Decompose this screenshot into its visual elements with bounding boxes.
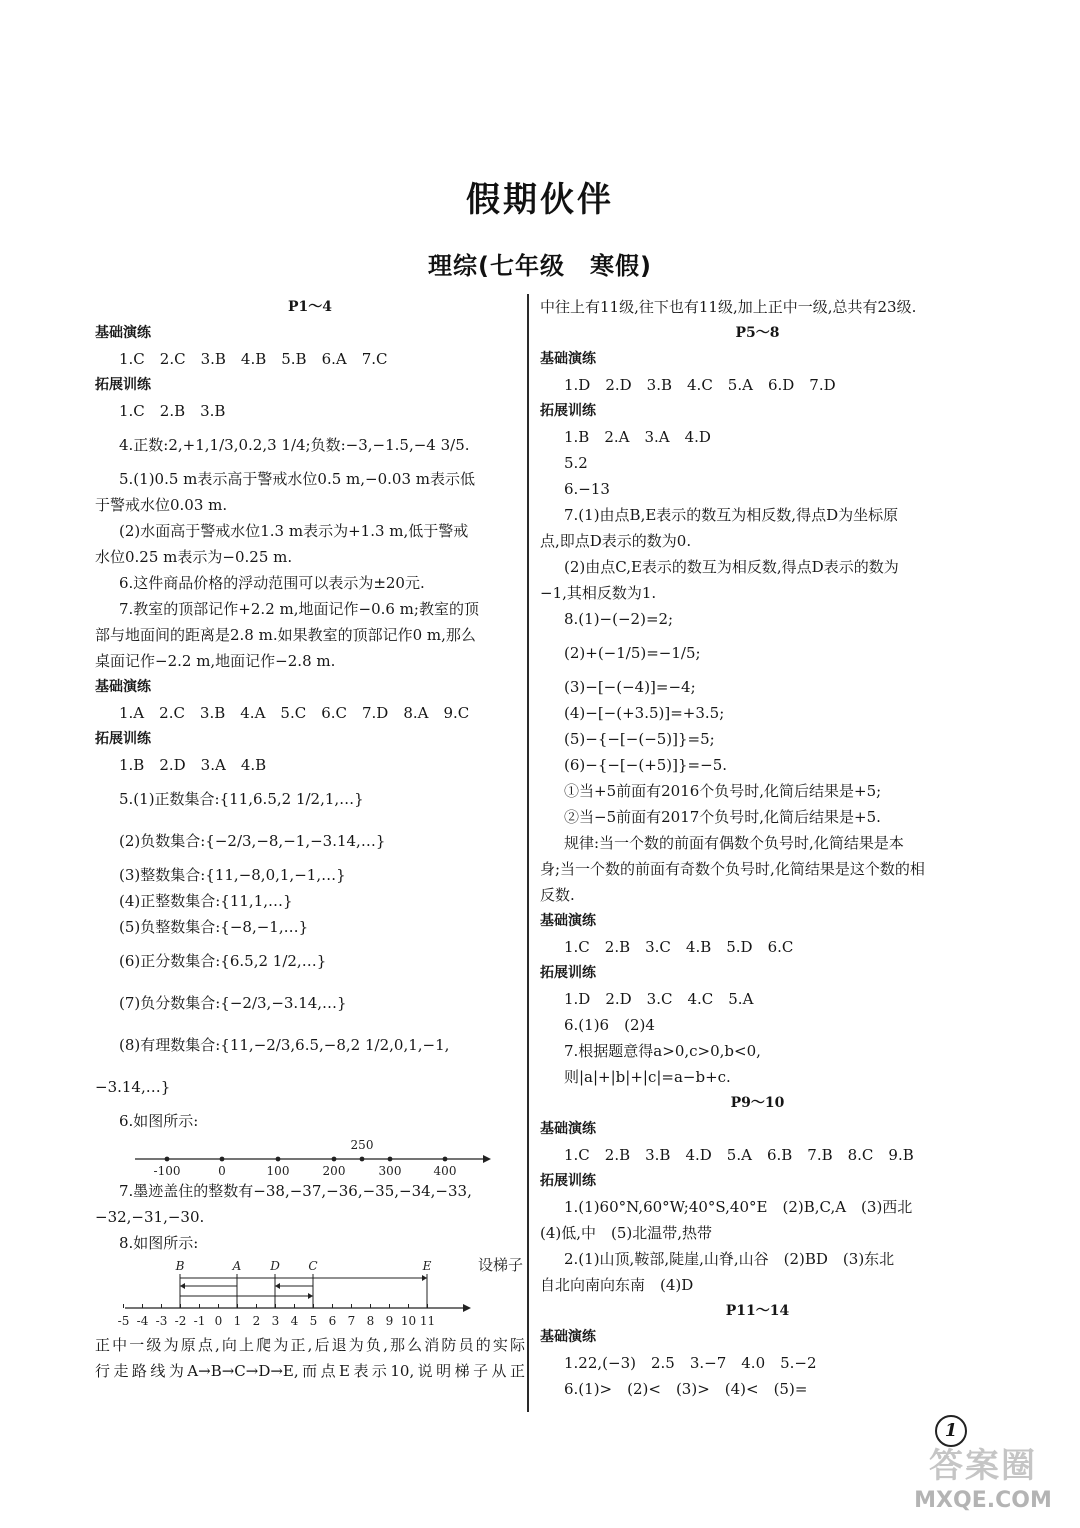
tick-label: 9 bbox=[385, 1314, 394, 1328]
answer-line: (6)−{−[−(+5)]}=−5. bbox=[564, 756, 728, 774]
section-heading: 拓展训练 bbox=[540, 403, 596, 419]
tick-label: -3 bbox=[155, 1314, 168, 1328]
answer-line: (6)正分数集合:{6.5,2 1/2,…} bbox=[119, 952, 327, 970]
section-heading: 基础演练 bbox=[540, 913, 596, 929]
answer-line: (2)由点C,E表示的数互为相反数,得点D表示的数为 bbox=[564, 558, 899, 576]
answer-line: (4)低,中 (5)北温带,热带 bbox=[540, 1224, 713, 1242]
answer-line: 身;当一个数的前面有奇数个负号时,化简结果是这个数的相 bbox=[540, 860, 925, 878]
answer-line: 7.根据题意得a>0,c>0,b<0, bbox=[564, 1042, 761, 1060]
section-heading: 基础演练 bbox=[540, 1121, 596, 1137]
tick-label-100: 100 bbox=[266, 1164, 290, 1178]
tick-label: 6 bbox=[328, 1314, 337, 1328]
answer-line: 1.B 2.A 3.A 4.D bbox=[564, 428, 711, 446]
page-range-heading: P5～8 bbox=[735, 325, 780, 341]
point-label-e: E bbox=[422, 1259, 432, 1273]
answer-line: 5.(1)0.5 m表示高于警戒水位0.5 m,−0.03 m表示低 bbox=[119, 470, 475, 488]
answer-line: (5)−{−[−(−5)]}=5; bbox=[564, 730, 715, 748]
watermark-url: MXQE.COM bbox=[914, 1488, 1052, 1513]
answer-line: 1.C 2.B 3.C 4.B 5.D 6.C bbox=[564, 938, 794, 956]
tick-label: -4 bbox=[136, 1314, 149, 1328]
point-label-c: C bbox=[308, 1259, 318, 1273]
answer-line: 则|a|+|b|+|c|=a−b+c. bbox=[564, 1068, 731, 1086]
answer-line: ①当+5前面有2016个负号时,化简后结果是+5; bbox=[564, 782, 882, 800]
tick-label: -5 bbox=[117, 1314, 130, 1328]
answer-line: (2)水面高于警戒水位1.3 m表示为+1.3 m,低于警戒 bbox=[119, 522, 469, 540]
answer-line: 6.如图所示: bbox=[119, 1112, 199, 1130]
section-heading: 基础演练 bbox=[95, 679, 151, 695]
tick-label: -1 bbox=[193, 1314, 206, 1328]
tick-label: 1 bbox=[233, 1314, 242, 1328]
answer-line: 8.如图所示: bbox=[119, 1234, 199, 1252]
answer-line: 7.(1)由点B,E表示的数互为相反数,得点D为坐标原 bbox=[564, 506, 899, 524]
answer-line: 6.−13 bbox=[564, 480, 610, 498]
ladder-note: 设梯子 bbox=[477, 1256, 523, 1274]
section-heading: 基础演练 bbox=[540, 1329, 596, 1345]
watermark-logo: 答案圈 bbox=[929, 1446, 1037, 1486]
book-title: 假期伙伴 bbox=[466, 180, 614, 220]
answer-line: 6.(1)> (2)< (3)> (4)< (5)= bbox=[564, 1380, 808, 1398]
tick-label: 7 bbox=[347, 1314, 356, 1328]
tick-label: 10 bbox=[400, 1314, 417, 1328]
answer-line: 5.2 bbox=[564, 454, 588, 472]
answer-line: −3.14,…} bbox=[95, 1078, 171, 1096]
answer-line: 6.这件商品价格的浮动范围可以表示为±20元. bbox=[119, 574, 425, 592]
point-label-b: B bbox=[175, 1259, 185, 1273]
answer-line: 7.教室的顶部记作+2.2 m,地面记作−0.6 m;教室的顶 bbox=[119, 600, 479, 618]
tick-label: 2 bbox=[252, 1314, 261, 1328]
tick-label-400: 400 bbox=[433, 1164, 457, 1178]
answer-line: 1.(1)60°N,60°W;40°S,40°E (2)B,C,A (3)西北 bbox=[564, 1198, 913, 1216]
answer-line: 中往上有11级,往下也有11级,加上正中一级,总共有23级. bbox=[540, 298, 917, 316]
answer-line: (3)−[−(−4)]=−4; bbox=[564, 678, 696, 696]
tick-label: 5 bbox=[309, 1314, 318, 1328]
section-heading: 拓展训练 bbox=[540, 1173, 596, 1189]
answer-line: 自北向南向东南 (4)D bbox=[540, 1276, 694, 1294]
answer-line: 水位0.25 m表示为−0.25 m. bbox=[95, 548, 293, 566]
answer-line: (3)整数集合:{11,−8,0,1,−1,…} bbox=[119, 866, 346, 884]
page-number: 1 bbox=[935, 1415, 967, 1447]
answer-line: 1.D 2.D 3.B 4.C 5.A 6.D 7.D bbox=[564, 376, 836, 394]
section-heading: 拓展训练 bbox=[95, 377, 151, 393]
answer-line: 反数. bbox=[540, 886, 575, 904]
answer-line: 正中一级为原点,向上爬为正,后退为负,那么消防员的实际 bbox=[95, 1336, 525, 1354]
answer-line: 1.B 2.D 3.A 4.B bbox=[119, 756, 267, 774]
section-heading: 基础演练 bbox=[95, 325, 151, 341]
answer-line: −1,其相反数为1. bbox=[540, 584, 657, 602]
section-heading: 拓展训练 bbox=[540, 965, 596, 981]
tick-label: -2 bbox=[174, 1314, 187, 1328]
section-heading: 拓展训练 bbox=[95, 731, 151, 747]
answer-line: (7)负分数集合:{−2/3,−3.14,…} bbox=[119, 994, 347, 1012]
tick-label-neg100: -100 bbox=[153, 1164, 181, 1178]
tick-label: 11 bbox=[419, 1314, 436, 1328]
page-range-heading: P11～14 bbox=[725, 1303, 790, 1319]
answer-line: 8.(1)−(−2)=2; bbox=[564, 610, 674, 628]
answer-line: (2)+(−1/5)=−1/5; bbox=[564, 644, 701, 662]
answer-line: 1.C 2.B 3.B 4.D 5.A 6.B 7.B 8.C 9.B bbox=[564, 1146, 914, 1164]
answer-line: 规律:当一个数的前面有偶数个负号时,化简结果是本 bbox=[564, 834, 904, 852]
tick-label-300: 300 bbox=[378, 1164, 402, 1178]
book-subtitle: 理综(七年级 寒假) bbox=[428, 252, 652, 280]
column-divider bbox=[527, 294, 529, 1412]
answer-line: 4.正数:2,+1,1/3,0.2,3 1/4;负数:−3,−1.5,−4 3/5. bbox=[119, 436, 470, 454]
answer-line: ②当−5前面有2017个负号时,化简后结果是+5. bbox=[564, 808, 881, 826]
answer-line: 1.22,(−3) 2.5 3.−7 4.0 5.−2 bbox=[564, 1354, 817, 1372]
answer-line: 1.D 2.D 3.C 4.C 5.A bbox=[564, 990, 754, 1008]
answer-line: (4)正整数集合:{11,1,…} bbox=[119, 892, 293, 910]
tick-label-250: 250 bbox=[350, 1138, 374, 1152]
point-label-d: D bbox=[270, 1259, 280, 1273]
page-range-heading: P9～10 bbox=[730, 1095, 785, 1111]
answer-line: 5.(1)正数集合:{11,6.5,2 1/2,1,…} bbox=[119, 790, 364, 808]
point-label-a: A bbox=[232, 1259, 242, 1273]
answer-line: 1.C 2.B 3.B bbox=[119, 402, 226, 420]
answer-line: (2)负数集合:{−2/3,−8,−1,−3.14,…} bbox=[119, 832, 386, 850]
answer-line: 1.A 2.C 3.B 4.A 5.C 6.C 7.D 8.A 9.C bbox=[119, 704, 470, 722]
section-heading: 基础演练 bbox=[540, 351, 596, 367]
answer-line: 部与地面间的距离是2.8 m.如果教室的顶部记作0 m,那么 bbox=[95, 626, 476, 644]
right-column bbox=[540, 294, 975, 1402]
left-column bbox=[95, 294, 525, 1384]
watermark bbox=[895, 1445, 1071, 1523]
answer-line: 6.(1)6 (2)4 bbox=[564, 1016, 655, 1034]
tick-label-200: 200 bbox=[322, 1164, 346, 1178]
answer-line: 于警戒水位0.03 m. bbox=[95, 496, 228, 514]
tick-label: 3 bbox=[271, 1314, 280, 1328]
tick-label: 4 bbox=[290, 1314, 299, 1328]
tick-label-0: 0 bbox=[218, 1164, 226, 1178]
answer-line: −32,−31,−30. bbox=[95, 1208, 205, 1226]
answer-line: (5)负整数集合:{−8,−1,…} bbox=[119, 918, 309, 936]
answer-line: (8)有理数集合:{11,−2/3,6.5,−8,2 1/2,0,1,−1, bbox=[119, 1036, 450, 1054]
answer-line: 7.墨迹盖住的整数有−38,−37,−36,−35,−34,−33, bbox=[119, 1182, 472, 1200]
answer-line: 行走路线为A→B→C→D→E,而点E表示10,说明梯子从正 bbox=[95, 1362, 525, 1380]
tick-label: 8 bbox=[366, 1314, 375, 1328]
answer-line: 2.(1)山顶,鞍部,陡崖,山脊,山谷 (2)BD (3)东北 bbox=[564, 1250, 895, 1268]
answer-line: (4)−[−(+3.5)]=+3.5; bbox=[564, 704, 725, 722]
answer-line: 点,即点D表示的数为0. bbox=[540, 532, 692, 550]
page-range-heading: P1～4 bbox=[287, 299, 332, 315]
answer-line: 1.C 2.C 3.B 4.B 5.B 6.A 7.C bbox=[119, 350, 388, 368]
tick-label: 0 bbox=[214, 1314, 223, 1328]
answer-line: 桌面记作−2.2 m,地面记作−2.8 m. bbox=[95, 652, 336, 670]
number-line-figure-2 bbox=[95, 1256, 525, 1332]
number-line-figure-1 bbox=[95, 1134, 525, 1178]
